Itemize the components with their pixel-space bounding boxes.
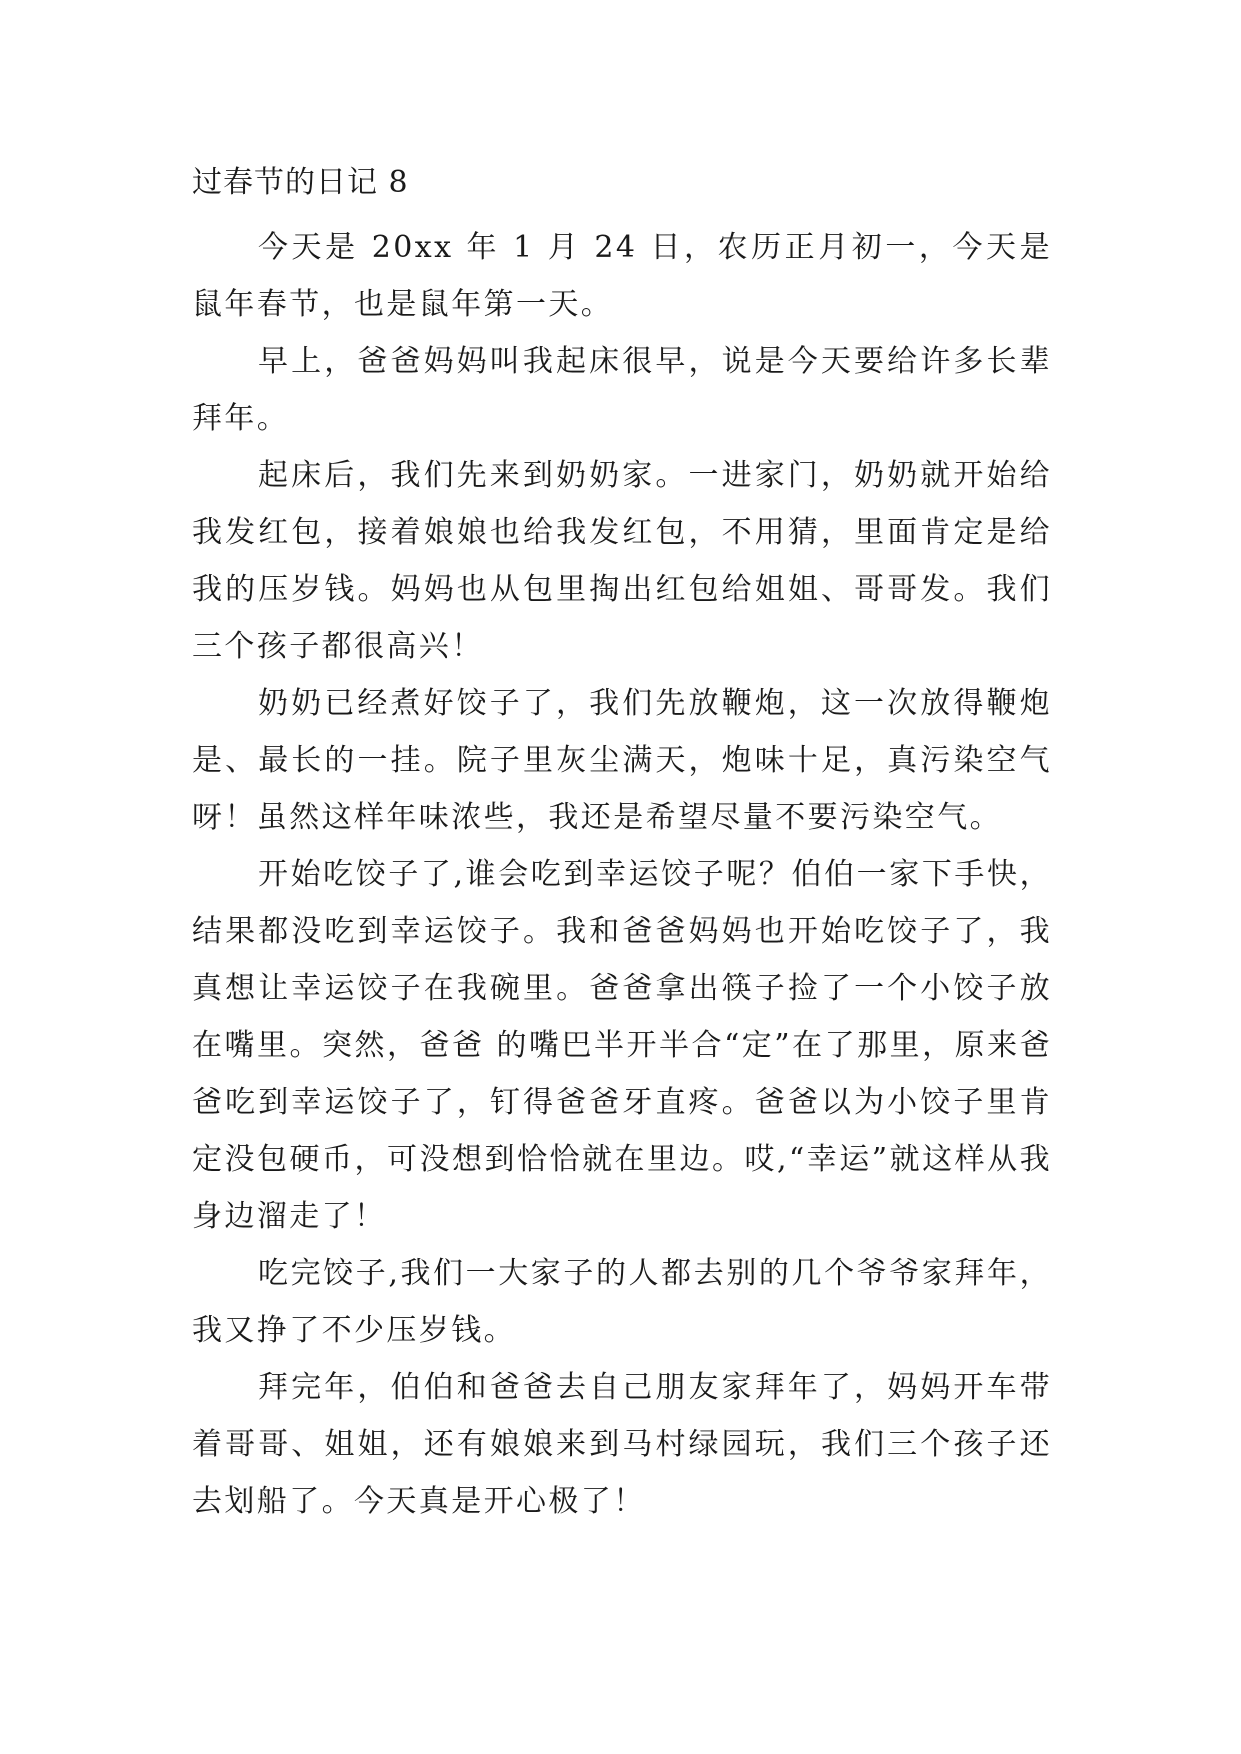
paragraph-6: 吃完饺子,我们一大家子的人都去别的几个爷爷家拜年，我又挣了不少压岁钱。 — [192, 1256, 1052, 1348]
paragraph-3: 起床后，我们先来到奶奶家。一进家门，奶奶就开始给我发红包，接着娘娘也给我发红包，不用猜，里面肯定是给我的压岁钱。妈妈也从包里掏出红包给姐姐、哥哥发。我们三个孩子都很高兴！ — [192, 458, 1052, 664]
paragraph-4: 奶奶已经煮好饺子了，我们先放鞭炮，这一次放得鞭炮是、最长的一挂。院子里灰尘满天，炮味十足，真污染空气呀！虽然这样年味浓些，我还是希望尽量不要污染空气。 — [192, 686, 1052, 835]
paragraph-1: 今天是 20xx 年 1 月 24 日，农历正月初一，今天是鼠年春节，也是鼠年第一天。 — [192, 230, 1052, 322]
document-title: 过春节的日记 8 — [192, 165, 409, 200]
paragraph-2: 早上，爸爸妈妈叫我起床很早，说是今天要给许多长辈拜年。 — [192, 344, 1052, 436]
paragraph-7: 拜完年，伯伯和爸爸去自己朋友家拜年了，妈妈开车带着哥哥、姐姐，还有娘娘来到马村绿园玩，我们三个孩子还去划船了。今天真是开心极了！ — [192, 1370, 1052, 1519]
paragraph-5: 开始吃饺子了,谁会吃到幸运饺子呢？伯伯一家下手快，结果都没吃到幸运饺子。我和爸爸妈妈也开始吃饺子了，我真想让幸运饺子在我碗里。爸爸拿出筷子捡了一个小饺子放在嘴里。突然，爸爸 的嘴巴半开半合“定”在了那里，原来爸爸吃到幸运饺子了，钉得爸爸牙直疼。爸爸以为小饺子里肯定没包硬币，可没想到恰恰就在里边。哎,“幸运”就这样从我身边溜走了！ — [192, 857, 1052, 1234]
document-body — [192, 163, 1052, 1530]
